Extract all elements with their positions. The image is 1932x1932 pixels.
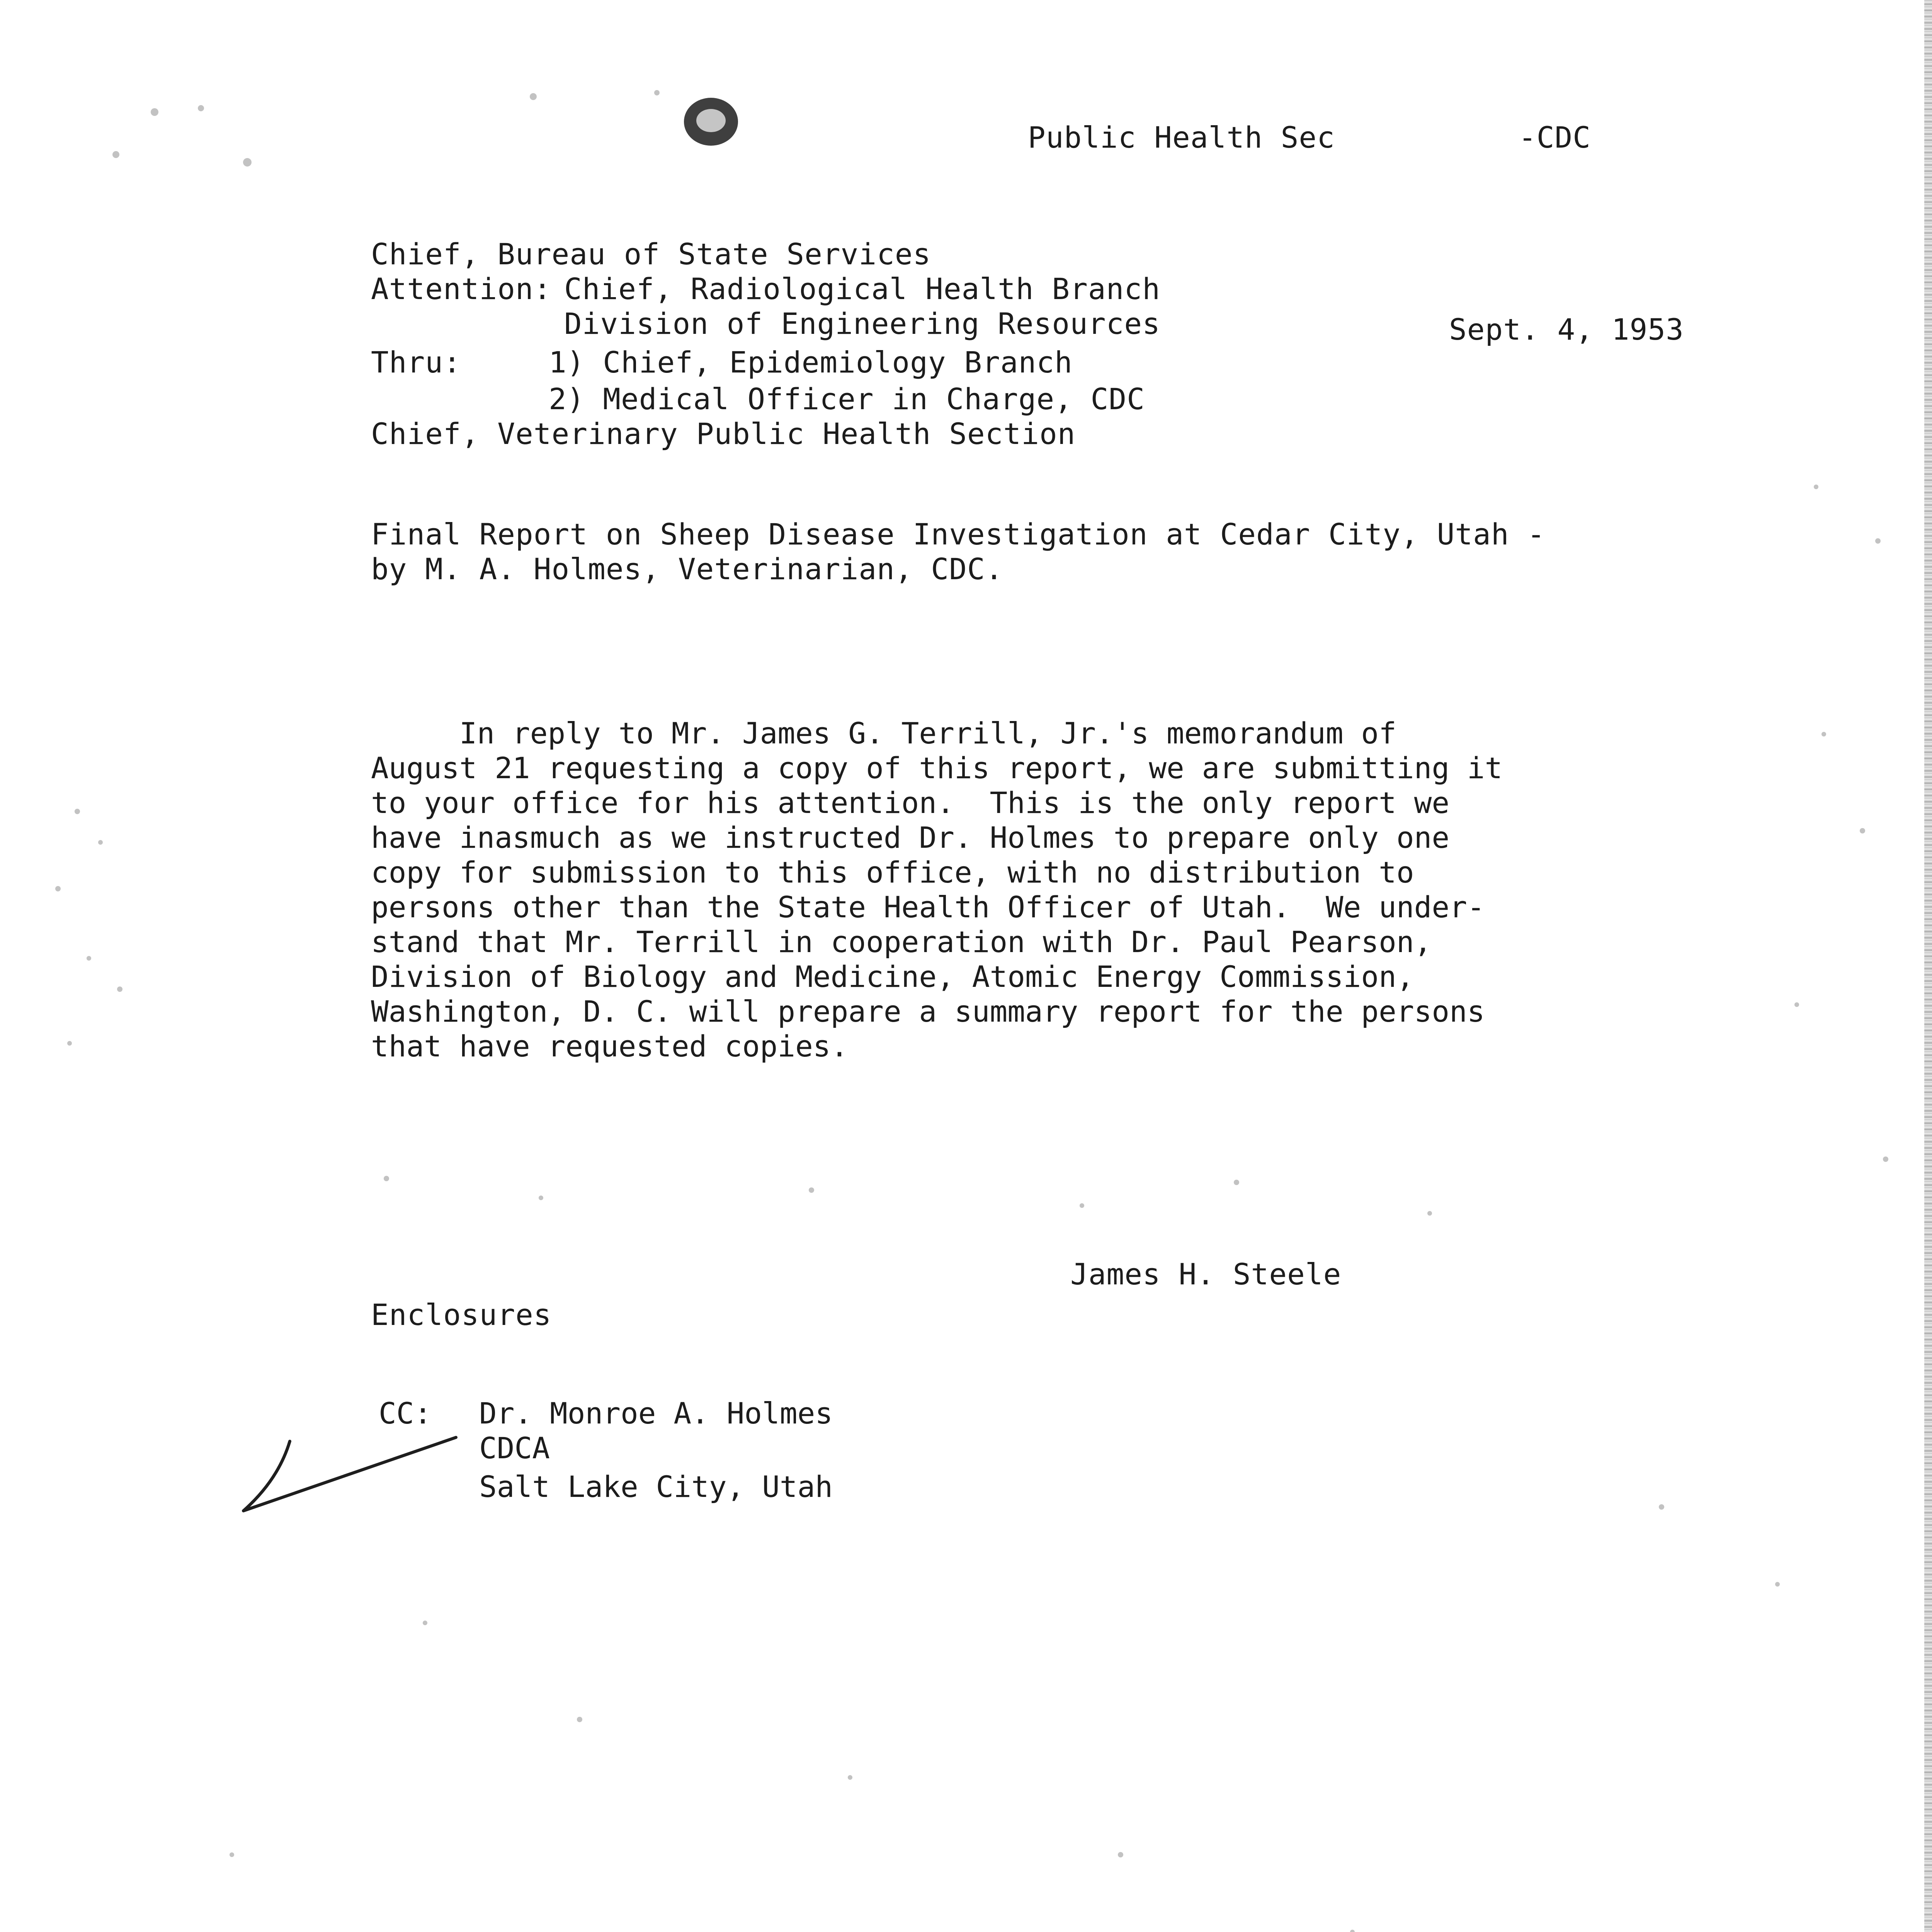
thru-item-2: 2) Medical Officer in Charge, CDC xyxy=(549,382,1145,416)
cc-label: CC: xyxy=(379,1396,432,1430)
letter-date: Sept. 4, 1953 xyxy=(1449,312,1684,347)
from-line: Chief, Veterinary Public Health Section xyxy=(371,417,1076,451)
attention-line-2: Division of Engineering Resources xyxy=(564,306,1160,341)
scan-edge-right xyxy=(1924,0,1932,1932)
body-line: Division of Biology and Medicine, Atomic Energy Commission, xyxy=(371,959,1414,994)
cc-name: Dr. Monroe A. Holmes xyxy=(479,1396,833,1430)
addressee-to: Chief, Bureau of State Services xyxy=(371,237,931,271)
cc-org: CDCA xyxy=(479,1431,550,1465)
subject-line-2: by M. A. Holmes, Veterinarian, CDC. xyxy=(371,552,1003,586)
cc-location: Salt Lake City, Utah xyxy=(479,1469,833,1504)
attention-label: Attention: xyxy=(371,272,552,306)
body-line: In reply to Mr. James G. Terrill, Jr.'s memorandum of xyxy=(371,716,1396,750)
body-line: persons other than the State Health Officer of Utah. We under- xyxy=(371,890,1485,924)
subject-line-1: Final Report on Sheep Disease Investigation at Cedar City, Utah - xyxy=(371,517,1546,551)
header-code: -CDC xyxy=(1519,120,1591,155)
body-line: copy for submission to this office, with no distribution to xyxy=(371,855,1414,889)
body-line: to your office for his attention. This is the only report we xyxy=(371,786,1450,820)
thru-label: Thru: xyxy=(371,345,461,379)
signature-name: James H. Steele xyxy=(1070,1257,1342,1291)
body-line: that have requested copies. xyxy=(371,1029,849,1063)
handwritten-check-mark xyxy=(232,1422,464,1522)
body-line: stand that Mr. Terrill in cooperation with Dr. Paul Pearson, xyxy=(371,925,1432,959)
body-line: Washington, D. C. will prepare a summary report for the persons xyxy=(371,994,1485,1029)
body-line: have inasmuch as we instructed Dr. Holmes to prepare only one xyxy=(371,820,1450,855)
body-line: August 21 requesting a copy of this report, we are submitting it xyxy=(371,751,1503,785)
header-department: Public Health Sec xyxy=(1028,120,1335,155)
enclosures-label: Enclosures xyxy=(371,1298,552,1332)
thru-item-1: 1) Chief, Epidemiology Branch xyxy=(549,345,1073,379)
attention-line-1: Chief, Radiological Health Branch xyxy=(564,272,1160,306)
